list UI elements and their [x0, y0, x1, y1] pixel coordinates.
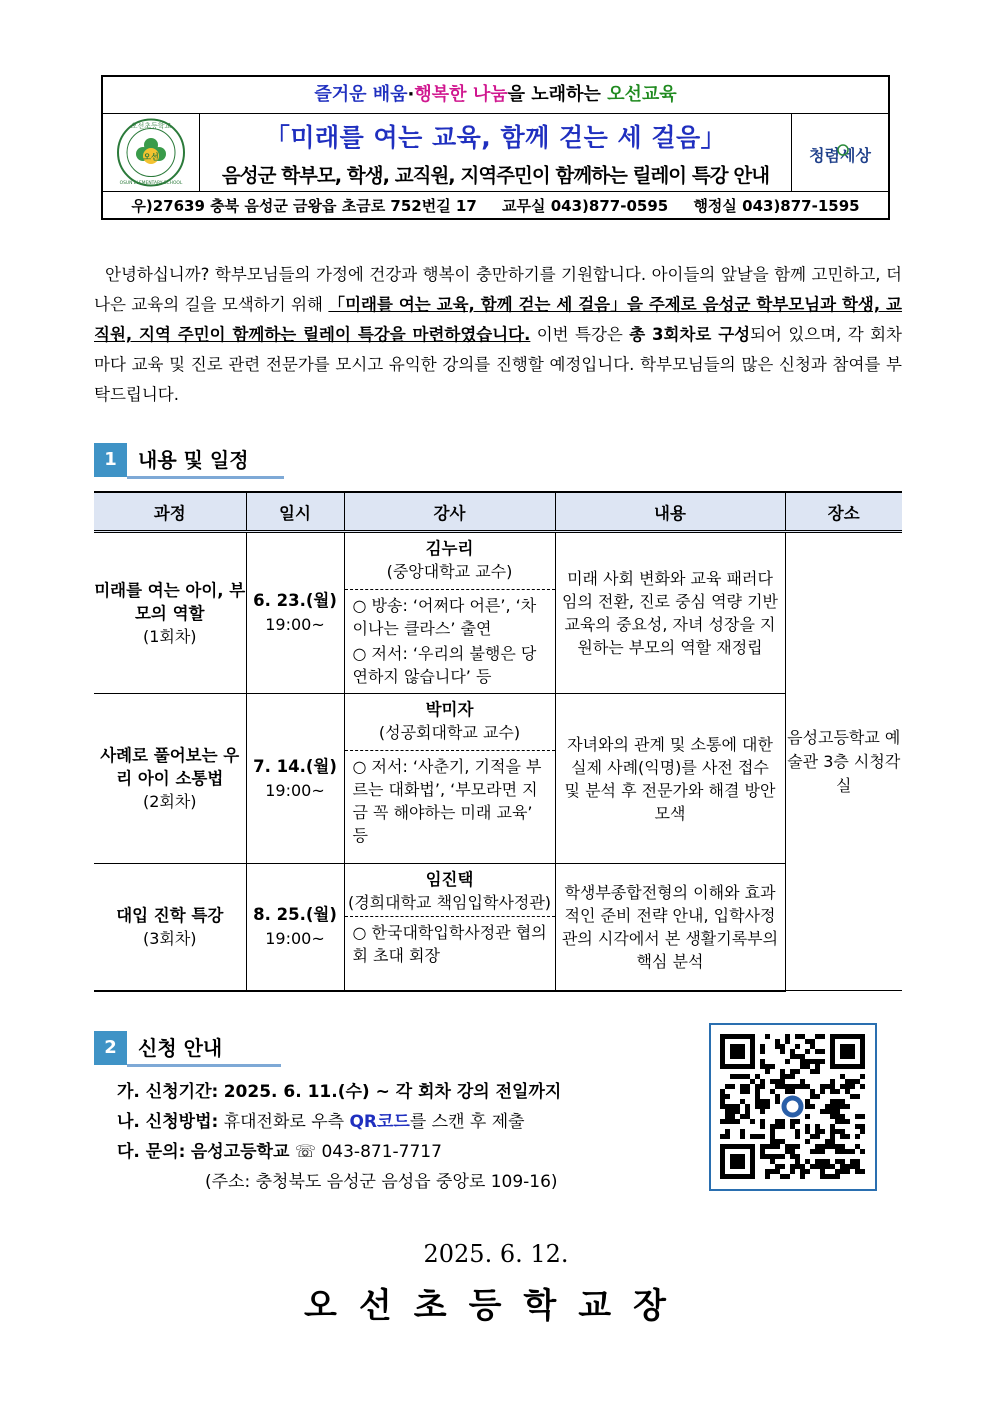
apply-method-text: 휴대전화로 우측: [223, 1112, 350, 1132]
lecturer-affiliation: (중앙대학교 교수): [386, 562, 513, 581]
lecturer-affiliation: (성공회대학교 교수): [378, 723, 521, 742]
intro-emphasis: 「미래를 여는 교육, 함께 걷는 세 걸음」을 주제로 음성군 학부모님과 학생, 교직원, 지역 주민이 함께하는 릴레이 특강을 마련하였습니다.: [94, 295, 902, 344]
apply-period-value: 2025. 6. 11.(수) ~ 각 회차 강의 전일까지: [223, 1082, 562, 1102]
table-row: [94, 532, 902, 694]
apply-period: [117, 1077, 561, 1107]
school-seal: [103, 114, 200, 191]
qr-code-text: QR코드: [349, 1112, 410, 1132]
lecture-date: 8. 25.(월): [253, 904, 337, 924]
section-label: 내용 및 일정: [138, 448, 249, 472]
issue-date: 2025. 6. 12.: [423, 1240, 569, 1268]
contact-phone: 043-871-7717: [321, 1142, 442, 1162]
column-header: 내용: [555, 492, 785, 532]
principal-signature: 오선초등학교장: [304, 1286, 688, 1326]
date-cell: [246, 694, 344, 864]
lecture-time: 19:00~: [265, 780, 325, 800]
intro-text: 되어 있으며, 각 회차마다 교육 및 진로 관련 전문가를 모시고 유익한 강의를 진행할 예정입니다. 학부모님들의 많은 신청과 참여를 부탁드립니다.: [94, 325, 902, 404]
lecturer-note: ○ 저서: ‘우리의 불행은 당연하지 않습니다’ 등: [352, 644, 537, 686]
lecturer-note: ○ 한국대학입학사정관 협의회 초대 회장: [352, 923, 547, 965]
seal-subtext: OSUN ELEMENTARY SCHOOL: [119, 181, 183, 186]
lecturer-name: 임진택: [425, 870, 474, 889]
lecture-date: 7. 14.(월): [253, 756, 337, 776]
lecturer-cell: [344, 694, 555, 864]
slogan-part: ·: [407, 84, 415, 105]
section-header-schedule: [94, 443, 284, 477]
course-cell: [94, 864, 246, 991]
contact-address: (주소: 충청북도 음성군 음성읍 중앙로 109-16): [205, 1172, 558, 1192]
table-row: [94, 864, 902, 991]
qr-code[interactable]: [709, 1023, 877, 1191]
column-header: 일시: [246, 492, 344, 532]
slogan-part: 을 노래하는: [507, 84, 608, 105]
course-title: 미래를 여는 아이, 부모의 역할: [94, 580, 246, 623]
office-phone-2: 행정실 043)877-1595: [693, 197, 860, 215]
column-header: 장소: [785, 492, 902, 532]
contact-line: [103, 192, 888, 220]
lecture-time: 19:00~: [265, 615, 325, 634]
seal-center-text: 오선: [143, 152, 159, 162]
intro-bold: 총 3회차로 구성: [629, 325, 751, 344]
lecturer-name: 김누리: [425, 539, 474, 558]
intro-paragraph: [94, 260, 902, 410]
date-cell: [246, 864, 344, 991]
lecture-date: 6. 23.(월): [253, 591, 337, 610]
section-header-application: [94, 1031, 284, 1065]
section-number: 2: [94, 1031, 127, 1065]
office-phone-1: 교무실 043)877-0595: [502, 197, 669, 215]
document-subtitle: 음성군 학부모, 학생, 교직원, 지역주민이 함께하는 릴레이 특강 안내: [221, 164, 770, 187]
place-cell: 음성고등학교 예술관 3층 시청각실: [785, 532, 902, 991]
lecturer-cell: [344, 532, 555, 694]
content-cell: 미래 사회 변화와 교육 패러다임의 전환, 진로 중심 역량 기반 교육의 중요성, 자녀 성장을 지원하는 부모의 역할 재정립: [555, 532, 785, 694]
slogan: [103, 77, 888, 114]
logo-text: 청렴세상: [809, 146, 871, 165]
apply-method: [117, 1107, 561, 1137]
intro-text: 안녕하십니까? 학부모님들의 가정에 건강과 행복이 충만하기를 기원합니다. 아이들의 앞날을 함께 고민하고, 더 나은 교육의 길을 모색하기 위해: [94, 265, 902, 314]
intro-text: 이번 특강은: [530, 325, 630, 344]
section-number: 1: [94, 443, 127, 477]
course-cell: [94, 694, 246, 864]
letterhead: [101, 75, 890, 220]
seal-text: 오선초등학교: [130, 122, 172, 130]
apply-period-label: 가. 신청기간:: [117, 1082, 219, 1102]
course-title: 대입 진학 특강: [116, 905, 224, 925]
document-title: 「미래를 여는 교육, 함께 걷는 세 걸음」: [264, 123, 727, 152]
lecturer-note: ○ 저서: ‘사춘기, 기적을 부르는 대화법’, ‘부모라면 지금 꼭 해야하는 미래 교육’ 등: [352, 757, 542, 845]
course-session: (1회차): [142, 626, 197, 646]
school-seal-icon: [103, 114, 199, 191]
lecture-time: 19:00~: [265, 928, 325, 948]
integrity-logo-icon: [792, 114, 888, 191]
phone-icon: ☏: [294, 1142, 317, 1162]
date-cell: [246, 532, 344, 694]
apply-method-text: 를 스캔 후 제출: [409, 1112, 525, 1132]
lecturer-affiliation: (경희대학교 책임입학사정관): [347, 893, 552, 912]
lecturer-note: ○ 방송: ‘어쩌다 어른’, ‘차이나는 클라스’ 출연: [352, 596, 537, 638]
column-header: 강사: [344, 492, 555, 532]
column-header: 과정: [94, 492, 246, 532]
course-session: (3회차): [142, 928, 197, 948]
lecturer-name: 박미자: [425, 700, 474, 719]
apply-contact-label: 다. 문의:: [117, 1142, 186, 1162]
slogan-part: 즐거운 배움: [314, 84, 408, 105]
course-title: 사례로 풀어보는 우리 아이 소통법: [100, 746, 240, 788]
school-address: 우)27639 충북 음성군 금왕읍 초금로 752번길 17: [131, 197, 477, 215]
content-cell: 학생부종합전형의 이해와 효과적인 준비 전략 안내, 입학사정관의 시각에서 본 생활기록부의 핵심 분석: [555, 864, 785, 991]
contact-place: 음성고등학교: [190, 1142, 290, 1162]
apply-method-label: 나. 신청방법:: [117, 1112, 219, 1132]
slogan-part: 오선교육: [607, 84, 677, 105]
qr-code-icon: [711, 1025, 875, 1189]
table-row: [94, 694, 902, 864]
course-cell: [94, 532, 246, 694]
lecturer-cell: [344, 864, 555, 991]
schedule-table: [94, 491, 902, 992]
apply-contact: [117, 1137, 561, 1167]
content-cell: 자녀와의 관계 및 소통에 대한 실제 사례(익명)를 사전 접수 및 분석 후 전문가와 해결 방안 모색: [555, 694, 785, 864]
integrity-logo: [791, 114, 888, 191]
slogan-part: 행복한 나눔: [414, 84, 508, 105]
application-info: [117, 1077, 561, 1197]
course-session: (2회차): [142, 792, 197, 811]
section-label: 신청 안내: [138, 1036, 223, 1060]
